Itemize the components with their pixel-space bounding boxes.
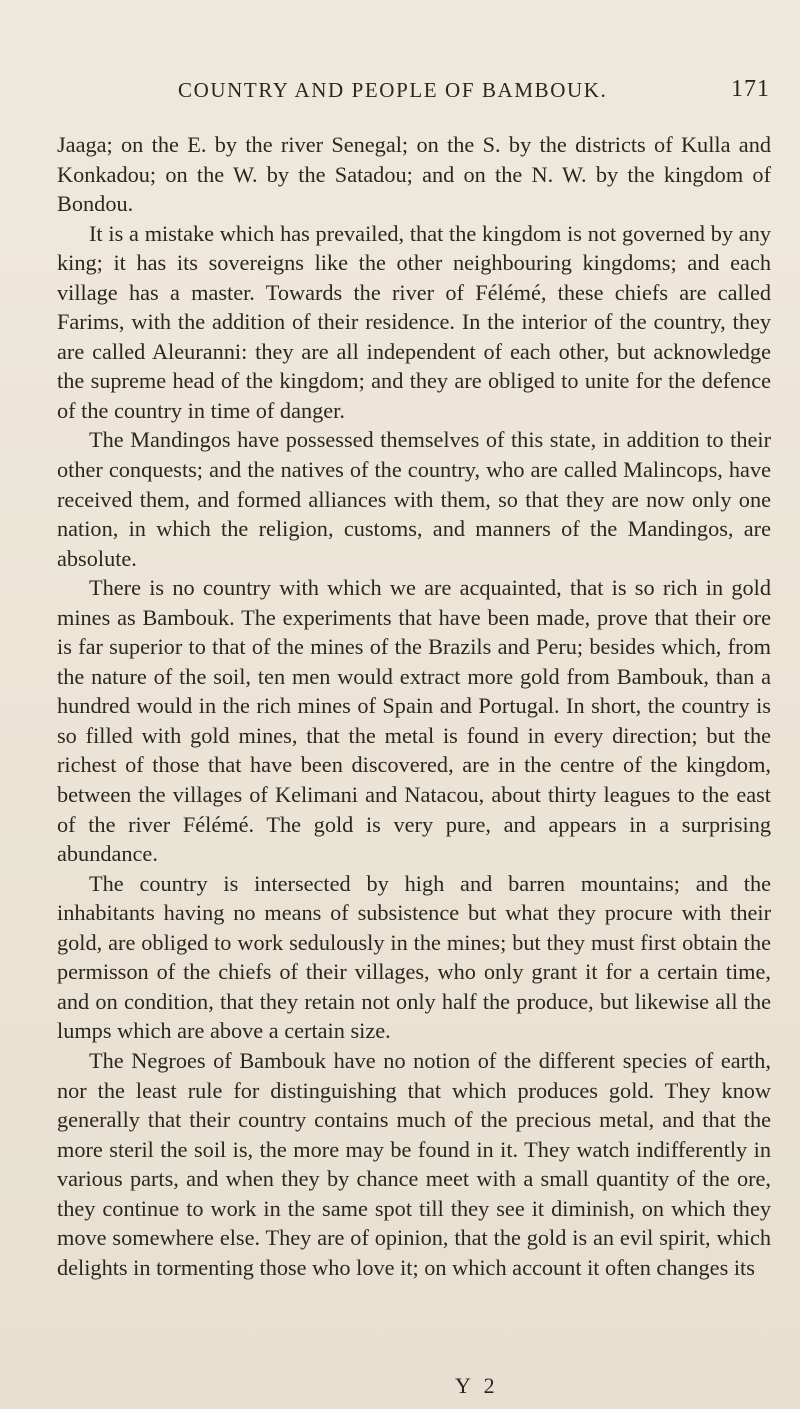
paragraph-4: There is no country with which we are acquainted, that is so rich in gold mines as Bambouk. The experiments that have been made, prove that their ore is far superior to that of the mines of the Brazils and Peru; besides which, from the nature of the soil, ten men would extract more gold from Bambouk, than a hundred would in the rich mines of Spain and Portugal. In short, the country is so filled with gold mines, that the metal is found in every direction; but the richest of those that have been discovered, are in the centre of the kingdom, between the villages of Kelimani and Natacou, about thirty leagues to the east of the river Félémé. The gold is very pure, and appears in a surprising abundance.	[57, 575, 771, 867]
paragraph-6: The Negroes of Bambouk have no notion of the different species of earth, nor the least rule for distinguishing that which produces gold. They know generally that their country contains much of the precious metal, and that the more steril the soil is, the more may be found in it. They watch indifferently in various parts, and when they by chance meet with a small quantity of the ore, they continue to work in the same spot till they see it diminish, on which they move somewhere else. They are of opinion, that the gold is an evil spirit, which delights in tormenting those who love it; on which account it often changes its	[57, 1047, 771, 1280]
body-text	[57, 130, 771, 1282]
running-head	[150, 78, 780, 108]
signature-mark: Y 2	[455, 1373, 499, 1398]
paragraph-5: The country is intersected by high and barren mountains; and the inhabitants having no means of subsistence but what they procure with their gold, are obliged to work sedulously in the mines; but they must first obtain the permisson of the chiefs of their villages, who only grant it for a certain time, and on condition, that they retain not only half the produce, but likewise all the lumps which are above a certain size.	[57, 870, 771, 1044]
paragraph-2: It is a mistake which has prevailed, that the kingdom is not governed by any king; it has its sovereigns like the other neighbouring kingdoms; and each village has a master. Towards the river of Félémé, these chiefs are called Farims, with the addition of their residence. In the interior of the country, they are called Aleuranni: they are all independent of each other, but acknowledge the supreme head of the kingdom; and they are obliged to unite for the defence of the country in time of danger.	[57, 220, 771, 423]
page-number: 171	[731, 76, 770, 102]
paragraph-3: The Mandingos have possessed themselves of this state, in addition to their other conquests; and the natives of the country, who are called Malincops, have received them, and formed alliances with them, so that they are now only one nation, in which the religion, customs, and manners of the Mandingos, are absolute.	[57, 427, 771, 571]
paragraph-1: Jaaga; on the E. by the river Senegal; on the S. by the districts of Kulla and Konkadou; on the W. by the Satadou; and on the N. W. by the kingdom of Bondou.	[57, 132, 771, 217]
running-title: COUNTRY AND PEOPLE OF BAMBOUK.	[178, 78, 608, 102]
